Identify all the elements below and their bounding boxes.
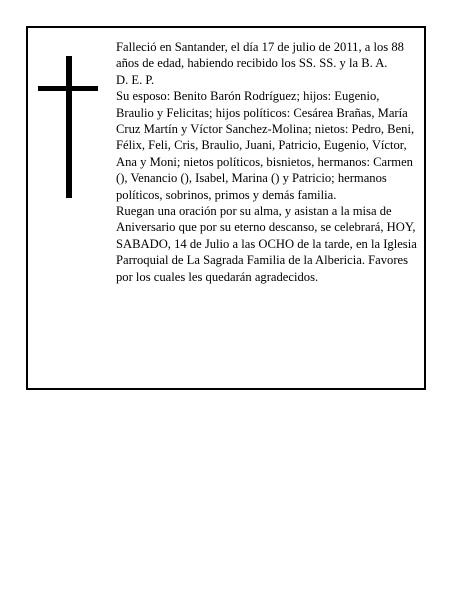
cross-icon [66, 56, 72, 198]
obituary-notice [26, 26, 426, 390]
family-list: Su esposo: Benito Barón Rodríguez; hijos: Eugenio, Braulio y Felicitas; hijos políticos: Cesárea Brañas, María Cruz Martín y Víctor Sanchez-Molina; nietos: Pedro, Beni, Félix, Feli, Cris, Braulio, Juani, Patricio, Eugenio, Víctor, Ana y Moni; nietos políticos, bisnietos, hermanos: Carmen (), Venancio (), Isabel, Marina () y Patricio; hermanos políticos, sobrinos, primos y demás familia. [116, 89, 415, 202]
notice-text [116, 39, 418, 285]
death-announcement: Falleció en Santander, el día 17 de julio de 2011, a los 88 años de edad, habiendo recibido los SS. SS. y la B. A. [116, 40, 404, 71]
mass-invitation: Ruegan una oración por su alma, y asistan a la misa de Aniversario que por su eterno descanso, se celebrará, HOY, SABADO, 14 de Julio a las OCHO de la tarde, en la Iglesia Parroquial de La Sagrada Familia de la Albericia. Favores por los cuales les quedarán agradecidos. [116, 204, 417, 284]
rip-line: D. E. P. [116, 72, 155, 87]
cross-icon-bar [38, 86, 98, 91]
